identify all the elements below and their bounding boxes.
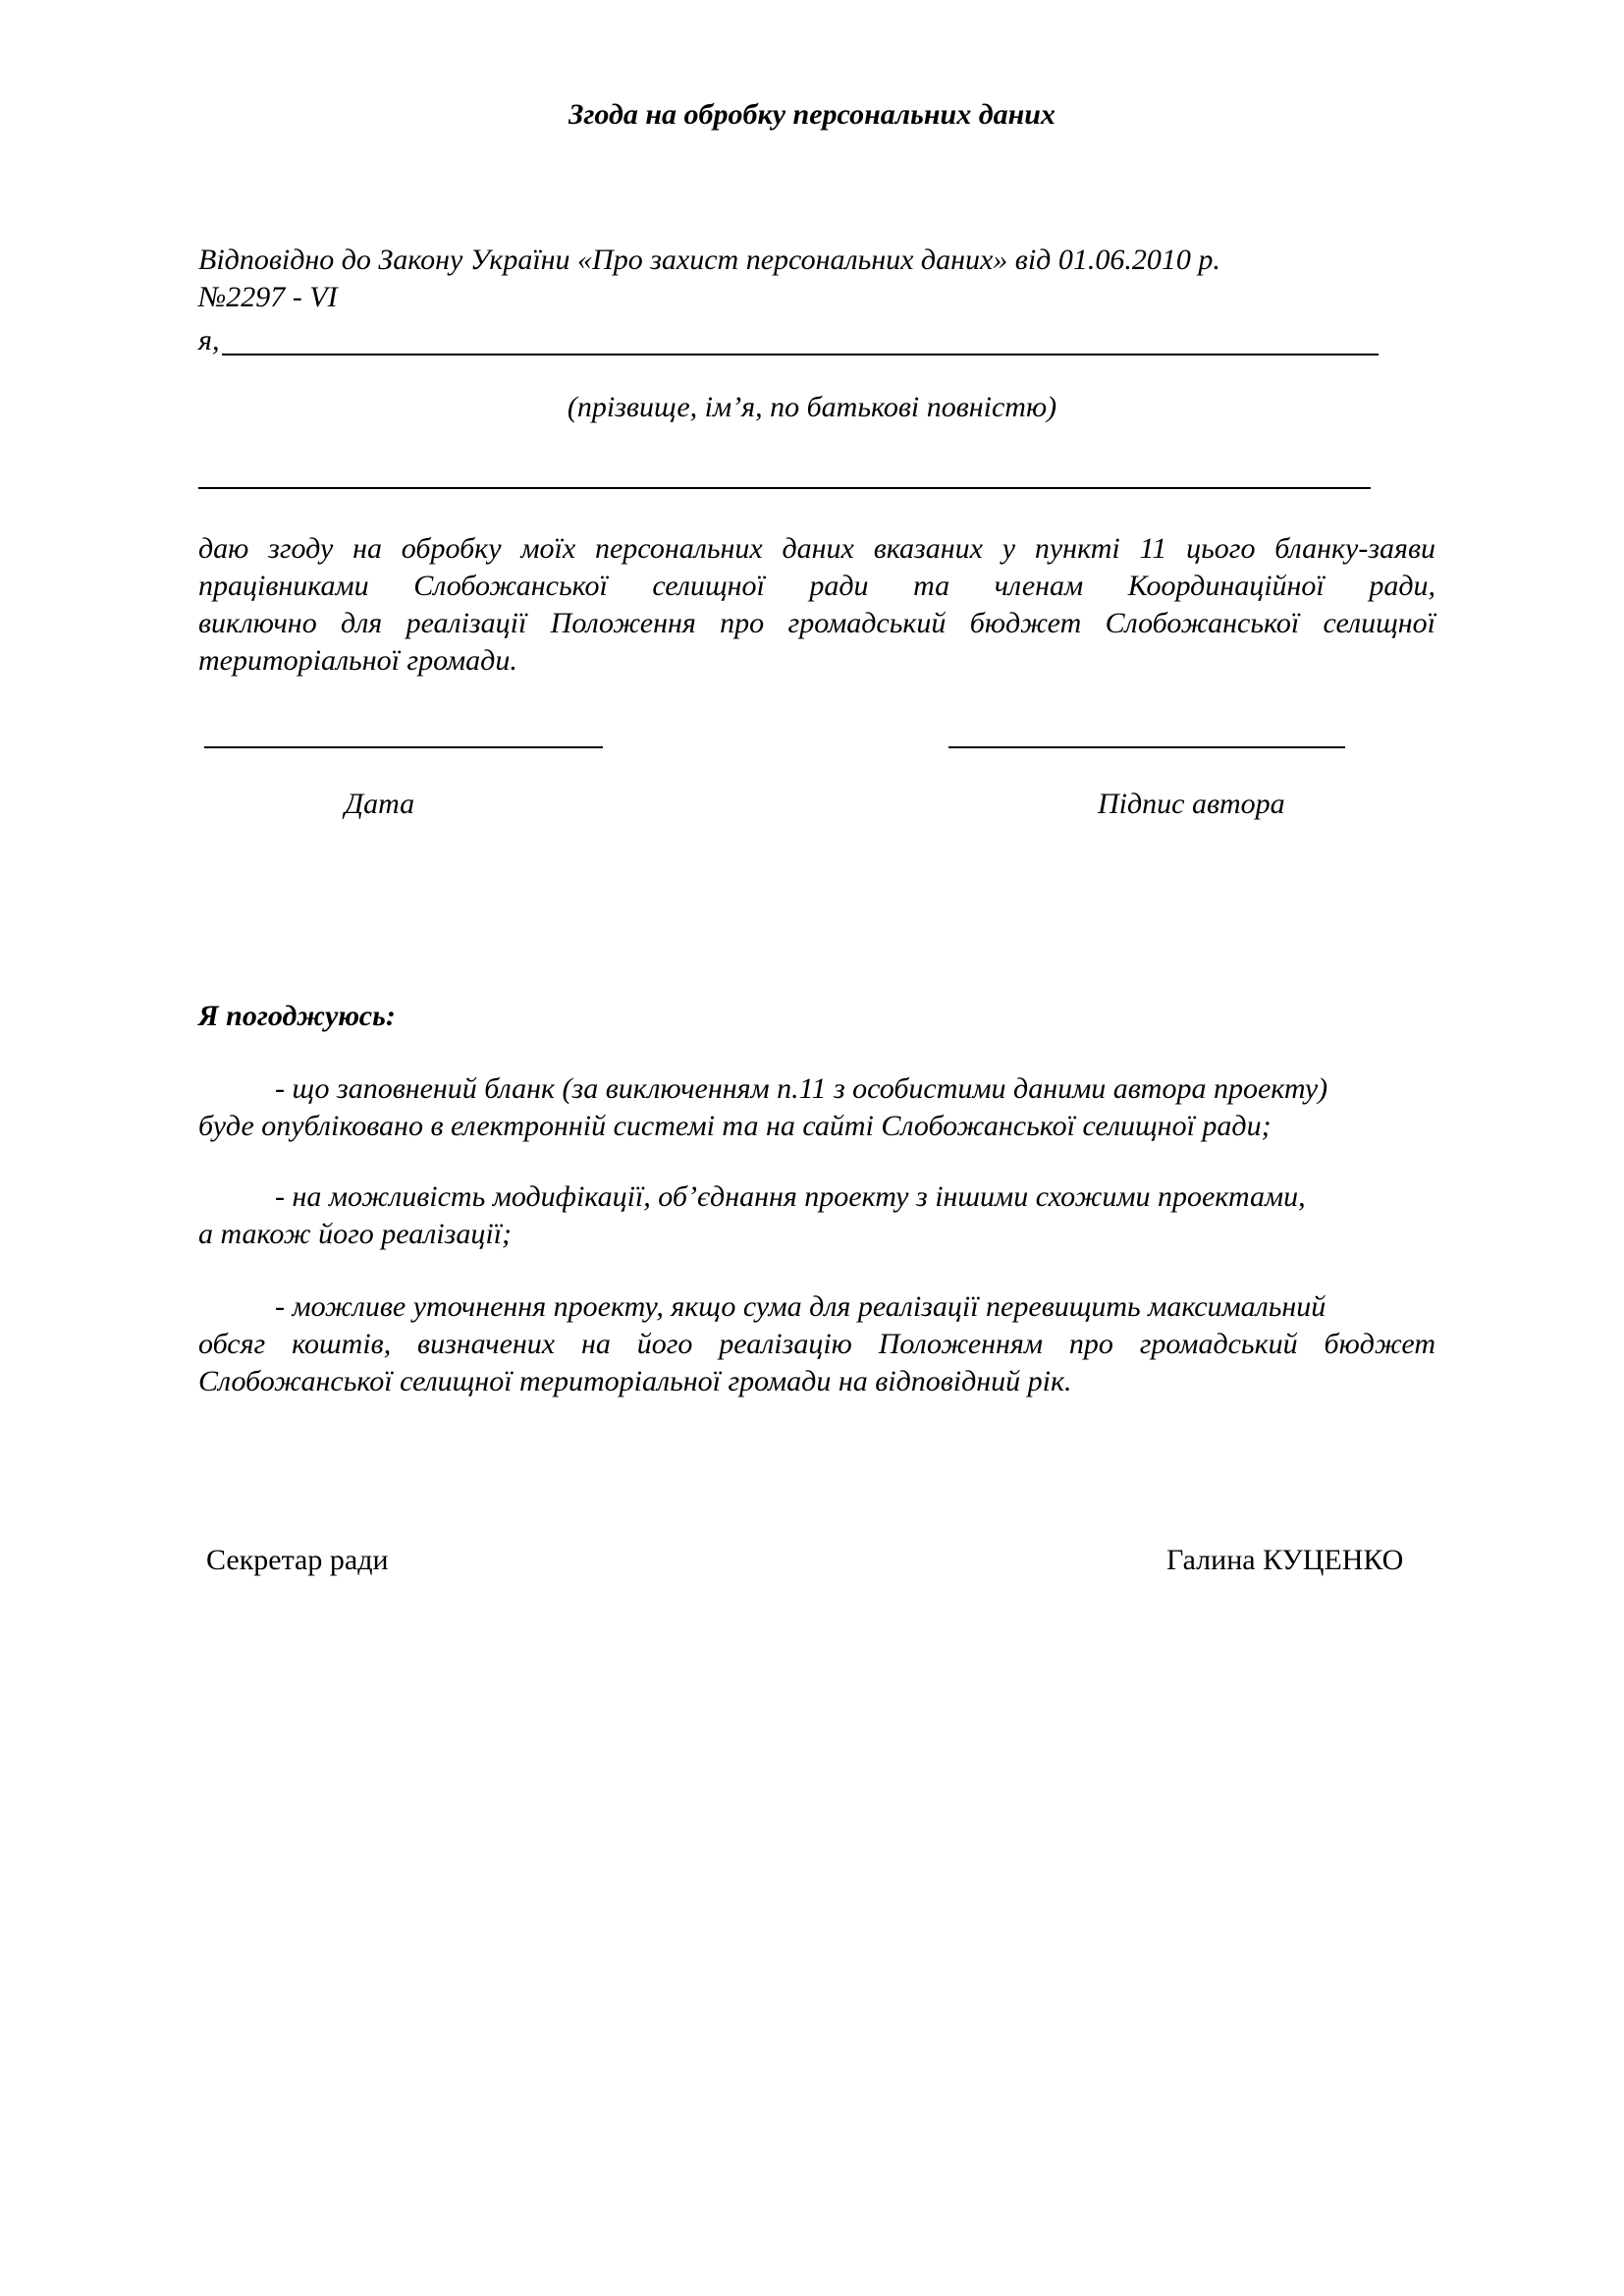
date-field-line[interactable] <box>204 746 603 748</box>
consent-text-line: даю згоду на обробку моїх персональних даних вказаних у пункті 11 цього бланку-заяви <box>198 532 1435 565</box>
agree-item-line: буде опубліковано в електронній системі та на сайті Слобожанської селищної ради; <box>198 1110 1272 1142</box>
agree-item-line: - що заповнений бланк (за виключенням п.11 з особистими даними автора проекту) <box>275 1072 1328 1105</box>
agree-item-line: - на можливість модифікації, об’єднання проекту з іншими схожими проектами, <box>275 1180 1306 1213</box>
agree-item-line: а також його реалізації; <box>198 1218 512 1250</box>
secretary-label: Секретар ради <box>206 1544 389 1576</box>
full-name-field-line[interactable] <box>222 354 1379 355</box>
law-number: №2297 - VI <box>198 281 338 313</box>
agree-item-line: - можливе уточнення проекту, якщо сума для реалізації перевищить максимальний <box>275 1290 1326 1323</box>
signature-label: Підпис автора <box>1098 788 1285 820</box>
agree-item-line: обсяг коштів, визначених на його реалізацію Положенням про громадський бюджет <box>198 1328 1435 1360</box>
secretary-name: Галина КУЦЕНКО <box>1166 1544 1404 1576</box>
signature-field-line[interactable] <box>948 746 1345 748</box>
agree-item-line: Слобожанської селищної територіальної громади на відповідний рік. <box>198 1365 1072 1397</box>
consent-text-line: виключно для реалізації Положення про громадський бюджет Слобожанської селищної <box>198 607 1435 639</box>
agree-heading: Я погоджуюсь: <box>198 1000 396 1032</box>
i-label: я, <box>198 324 220 356</box>
document-title: Згода на обробку персональних даних <box>568 98 1056 131</box>
consent-text-line: територіальної громади. <box>198 644 517 677</box>
law-reference-line: Відповідно до Закону України «Про захист персональних даних» від 01.06.2010 р. <box>198 244 1220 276</box>
date-label: Дата <box>345 788 415 820</box>
full-name-hint: (прізвище, ім’я, по батькові повністю) <box>567 391 1057 423</box>
full-name-continuation-line[interactable] <box>198 487 1371 489</box>
consent-text-line: працівниками Слобожанської селищної ради та членам Координаційної ради, <box>198 570 1435 602</box>
